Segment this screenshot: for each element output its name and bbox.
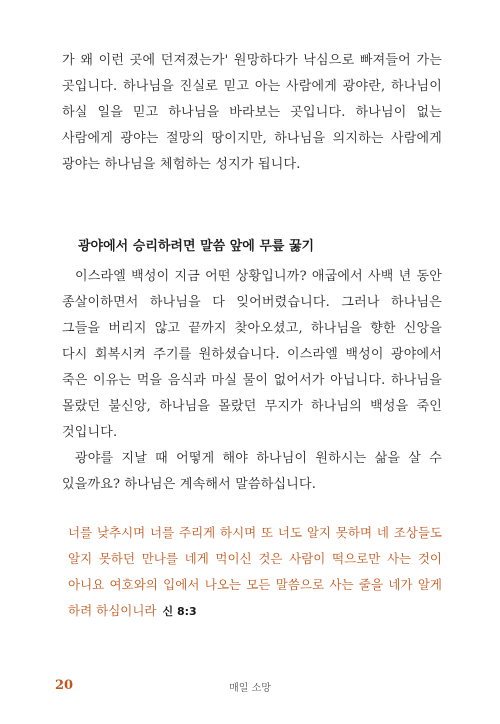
page-footer (55, 678, 445, 696)
scripture-reference: 신 8:3 (162, 605, 197, 618)
body-paragraph-3: 광야를 지날 때 어떻게 해야 하나님이 원하시는 삶을 살 수 있을까요? 하나님은 계속해서 말씀하십니다. (62, 451, 442, 492)
page-content (62, 48, 442, 625)
running-title: 매일 소망 (229, 683, 271, 694)
scripture-quote (68, 520, 442, 625)
scripture-quote-text: 너를 낮추시며 너를 주리게 하시며 또 너도 알지 못하며 네 조상들도 알지 못하던 만나를 네게 먹이신 것은 사람이 떡으로만 사는 것이 아니요 여호와의 입에서 나오는 모든 말씀으로 사는 줄을 네가 알게 하려 하심이니라 (68, 525, 442, 618)
body-paragraph-2: 이스라엘 백성이 지금 어떤 상황입니까? 애굽에서 사백 년 동안 종살이하면서 하나님을 다 잊어버렸습니다. 그러나 하나님은 그들을 버리지 않고 끝까지 찾아오셨고, 하나님을 향한 신앙을 다시 회복시켜 주기를 원하셨습니다. 이스라엘 백성이 광야에서 죽은 이유는 먹을 음식과 마실 물이 없어서가 아닙니다. 하나님을 몰랐던 불신앙, 하나님을 몰랐던 무지가 하나님의 백성을 죽인 것입니다. (62, 269, 442, 440)
page-number: 20 (55, 678, 74, 693)
section-heading: 광야에서 승리하려면 말씀 앞에 무릎 꿇기 (78, 239, 315, 254)
opening-paragraph: 가 왜 이런 곳에 던져졌는가' 원망하다가 낙심으로 빠져들어 가는 곳입니다. 하나님을 진실로 믿고 아는 사람에게 광야란, 하나님이 하실 일을 믿고 하나님을 바라보는 곳입니다. 하나님이 없는 사람에게 광야는 절망의 땅이지만, 하나님을 의지하는 사람에게 광야는 하나님을 체험하는 성지가 됩니다. (62, 53, 442, 172)
